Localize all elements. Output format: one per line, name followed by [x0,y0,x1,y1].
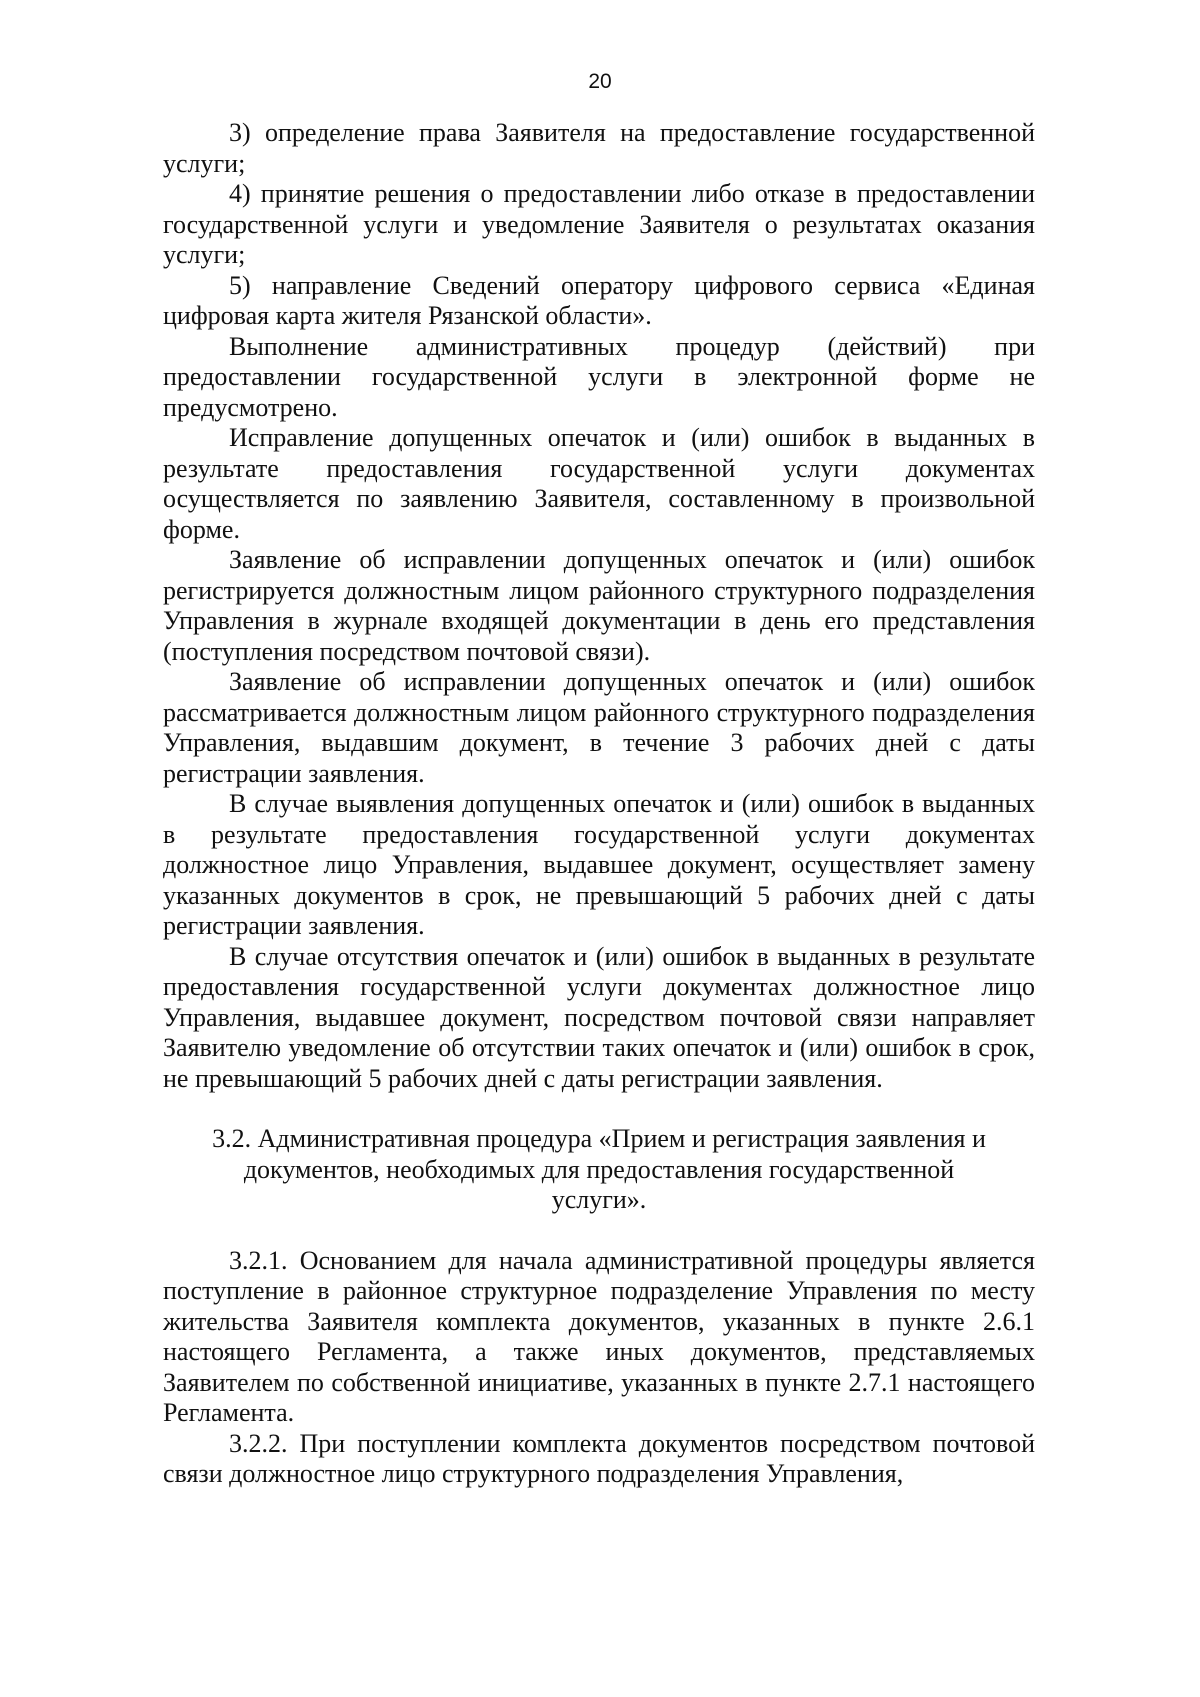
section-heading: 3.2. Административная процедура «Прием и регистрация заявления и документов, необходимых для предоставления государственной услуги». [212,1124,986,1214]
paragraph-electronic-form: Выполнение административных процедур (действий) при предоставлении государственной услуги в электронной форме не предусмотрено. [163,331,1035,422]
paragraph-corrections: Исправление допущенных опечаток и (или) ошибок в выданных в результате предоставления государственной услуги документах осуществляется по заявлению Заявителя, составленному в произвольной форме. [163,423,1035,544]
paragraph-3-2-2: 3.2.2. При поступлении комплекта документов посредством почтовой связи должностное лицо структурного подразделения Управления, [163,1428,1035,1488]
document-body [163,118,1035,1490]
paragraph-no-errors: В случае отсутствия опечаток и (или) ошибок в выданных в результате предоставления государственной услуги документах должностное лицо Управления, выдавшее документ, посредством почтовой связи направляет Заявителю уведомление об отсутствии таких опечаток и (или) ошибок в срок, не превышающий 5 рабочих дней с даты регистрации заявления. [163,941,1035,1093]
paragraph-item-4: 4) принятие решения о предоставлении либо отказе в предоставлении государственной услуги и уведомление Заявителя о результатах оказания услуги; [163,179,1035,269]
paragraph-replacement: В случае выявления допущенных опечаток и (или) ошибок в выданных в результате предоставления государственной услуги документах должностное лицо Управления, выдавшее документ, осуществляет замену указанных документов в срок, не превышающий 5 рабочих дней с даты регистрации заявления. [163,789,1035,940]
paragraph-3-2-1: 3.2.1. Основанием для начала административной процедуры является поступление в районное структурное подразделение Управления по месту жительства Заявителя комплекта документов, указанных в пункте 2.6.1 настоящего Регламента, а также иных документов, представляемых Заявителем по собственной инициативе, указанных в пункте 2.7.1 настоящего Регламента. [163,1245,1035,1427]
page-number: 20 [588,70,612,93]
paragraph-registration: Заявление об исправлении допущенных опечаток и (или) ошибок регистрируется должностным лицом районного структурного подразделения Управления в журнале входящей документации в день его представления (поступления посредством почтовой связи). [163,545,1035,666]
paragraph-item-3: 3) определение права Заявителя на предоставление государственной услуги; [163,118,1035,178]
paragraph-item-5: 5) направление Сведений оператору цифрового сервиса «Единая цифровая карта жителя Рязанской области». [163,270,1035,330]
paragraph-review: Заявление об исправлении допущенных опечаток и (или) ошибок рассматривается должностным лицом районного структурного подразделения Управления, выдавшим документ, в течение 3 рабочих дней с даты регистрации заявления. [163,667,1035,788]
